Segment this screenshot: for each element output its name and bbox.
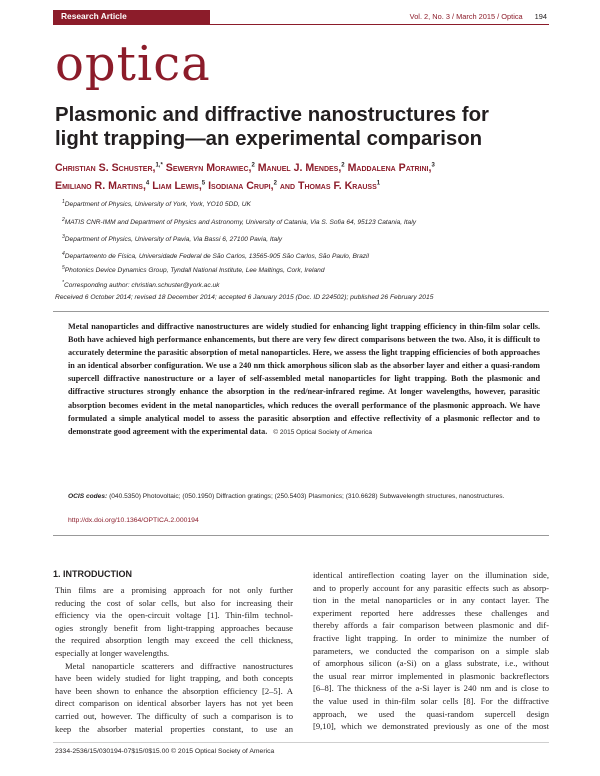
- affiliation: $^5$Photonics Device Dynamics Group, Tyndall National Institute, Lee Maltings, Cork, Ireland: [62, 265, 325, 275]
- journal-volume: Vol. 2, No. 3 / March 2015 / Optica: [409, 12, 523, 21]
- paper-title: [55, 103, 555, 151]
- affiliation: $^3$Department of Physics, University of Pavia, Via Bassi 6, 27100 Pavia, Italy: [62, 234, 282, 244]
- body-line: and to properly account for any parasitic effects such as absorp-: [313, 582, 549, 593]
- affiliation: $^1$Department of Physics, University of York, York, YO10 5DD, UK: [62, 199, 251, 209]
- body-line: have been widely studied for light trapping, and both concepts: [55, 673, 293, 684]
- abstract-divider-top: [53, 311, 549, 312]
- body-line: fractive light trapping. In order to minimize the number of: [313, 632, 549, 643]
- body-line: the required absorption length may exceed the cell thickness,: [55, 635, 293, 646]
- title-line-2: light trapping—an experimental comparison: [55, 128, 483, 150]
- body-line: efficiency via the open-circuit voltage [1]. Thin-film technol-: [55, 610, 293, 621]
- body-line: approach, we used the quasi-random supercell design: [313, 708, 549, 719]
- author: Seweryn Morawiec,$^2$: [165, 161, 255, 174]
- body-line: thereby affords a fair comparison between plasmonic and dif-: [313, 620, 549, 631]
- abstract: [68, 320, 540, 439]
- article-type-label: Research Article: [61, 11, 127, 21]
- body-line: [6–8]. The thickness of the a-Si layer is 240 nm and is close to: [313, 683, 549, 694]
- page-number: 194: [534, 12, 547, 21]
- body-line: direct comparison on identical absorber layers has not yet been: [55, 698, 293, 709]
- corresponding-author: *Corresponding author: christian.schuster@york.ac.uk: [62, 280, 220, 290]
- author: Emiliano R. Martins,$^4$: [55, 180, 150, 193]
- author: Manuel J. Mendes,$^2$: [257, 161, 345, 174]
- author: Isodiana Crupi,$^2$: [208, 180, 277, 193]
- body-column-left: [55, 584, 293, 735]
- section-heading: 1. INTRODUCTION: [53, 569, 133, 579]
- author: and Thomas F. Krauss$^1$: [279, 180, 381, 193]
- author: Christian S. Schuster,$^{1,*}$: [55, 161, 163, 174]
- ocis-codes: [68, 491, 538, 502]
- author-list: [55, 157, 555, 194]
- body-line: reducing the cost of solar cells, but also for increasing their: [55, 597, 293, 608]
- body-line: ogies strongly benefit from light-trapping approaches because: [55, 622, 293, 633]
- body-line: experiment reported here addresses these challenges and: [313, 607, 549, 618]
- journal-info: [410, 12, 547, 21]
- doi-link[interactable]: http://dx.doi.org/10.1364/OPTICA.2.000194: [68, 517, 199, 524]
- body-line: Metal nanoparticle scatterers and diffractive nanostructures: [65, 660, 293, 671]
- footer-rule: [53, 742, 549, 743]
- ocis-label: OCIS codes:: [68, 493, 108, 500]
- body-line: have been shown to enhance the absorption efficiency [2–5]. A: [55, 685, 293, 696]
- ocis-text: (040.5350) Photovoltaic; (050.1950) Diffraction gratings; (250.5403) Plasmonics; (310.6628) Subwavelength structures, nanostructures.: [109, 493, 505, 500]
- affiliation: $^4$Departamento de Física, Universidade Federal de São Carlos, 13565-905 São Carlos, São Paulo, Brazil: [62, 251, 369, 261]
- body-line: of amorphous silicon (a-Si) on a glass substrate, i.e., without: [313, 658, 549, 669]
- body-line: the value used in thin-film solar cells [8]. For the diffractive: [313, 695, 549, 706]
- title-line-1: Plasmonic and diffractive nanostructures for: [55, 104, 489, 126]
- abstract-divider-bottom: [53, 535, 549, 536]
- author: Liam Lewis,$^5$: [152, 180, 206, 193]
- article-type-tag: [53, 10, 210, 24]
- journal-logo: optica: [55, 36, 211, 92]
- body-line: [9,10], which we demonstrated previously as one of the most: [313, 721, 549, 732]
- body-line: tion in the metal nanoparticles or in any contact layer. The: [313, 595, 549, 606]
- body-line: identical antireflection coating layer on the illumination side,: [313, 570, 549, 580]
- body-line: Thin films are a promising approach for not only further: [55, 585, 293, 595]
- copyright-notice: © 2015 Optical Society of America: [273, 428, 373, 436]
- affiliation: $^2$MATIS CNR-IMM and Department of Physics and Astronomy, University of Catania, Via S. Sofia 64, 95123 Catania, Italy: [62, 217, 416, 227]
- body-line: the usual rear mirror implemented in plasmonic backreflectors: [313, 670, 549, 681]
- body-line: keep the absorber material properties constant, to use an: [55, 723, 293, 734]
- footer-issn: 2334-2536/15/030194-07$15/0$15.00 © 2015 Optical Society of America: [55, 748, 275, 755]
- body-line: carried out, however. The difficulty of such a comparison is to: [55, 710, 293, 721]
- author: Maddalena Patrini,$^3$: [347, 161, 435, 174]
- body-column-right: [313, 569, 549, 733]
- body-line: especially at longer wavelengths.: [55, 647, 170, 658]
- received-dates: Received 6 October 2014; revised 18 December 2014; accepted 6 January 2015 (Doc. ID 224502); published 26 February 2015: [55, 294, 434, 301]
- body-line: parameters, we conducted the comparison on a simple slab: [313, 645, 549, 656]
- header-rule: [53, 24, 549, 25]
- abstract-text: Metal nanoparticles and diffractive nanostructures are widely studied for enhancing light trapping efficiency in thin-film solar cells. Both have achieved high performance enhancements, but there are very few direct comparisons between the two. Also, it is difficult to accurately determine the parasitic absorption of metal nanoparticles. Here, we assess the light trapping efficiencies of both approaches in an identical absorber configuration. We use a 240 nm thick amorphous silicon slab as the absorber layer and either a quasi-random supercell diffractive nanostructure or a layer of self-assembled metal nanoparticles for light trapping. Both the plasmonic and diffractive structures strongly enhance the absorption in the red/near-infrared regime. At longer wavelengths, however, parasitic absorption becomes evident in the metal nanoparticles, which reduces the overall performance of the plasmonic approach. We have formulated a simple analytical model to assess the parasitic absorption and effective reflectivity of a plasmonic reflector and to demonstrate good agreement with the experimental data.: [68, 322, 540, 436]
